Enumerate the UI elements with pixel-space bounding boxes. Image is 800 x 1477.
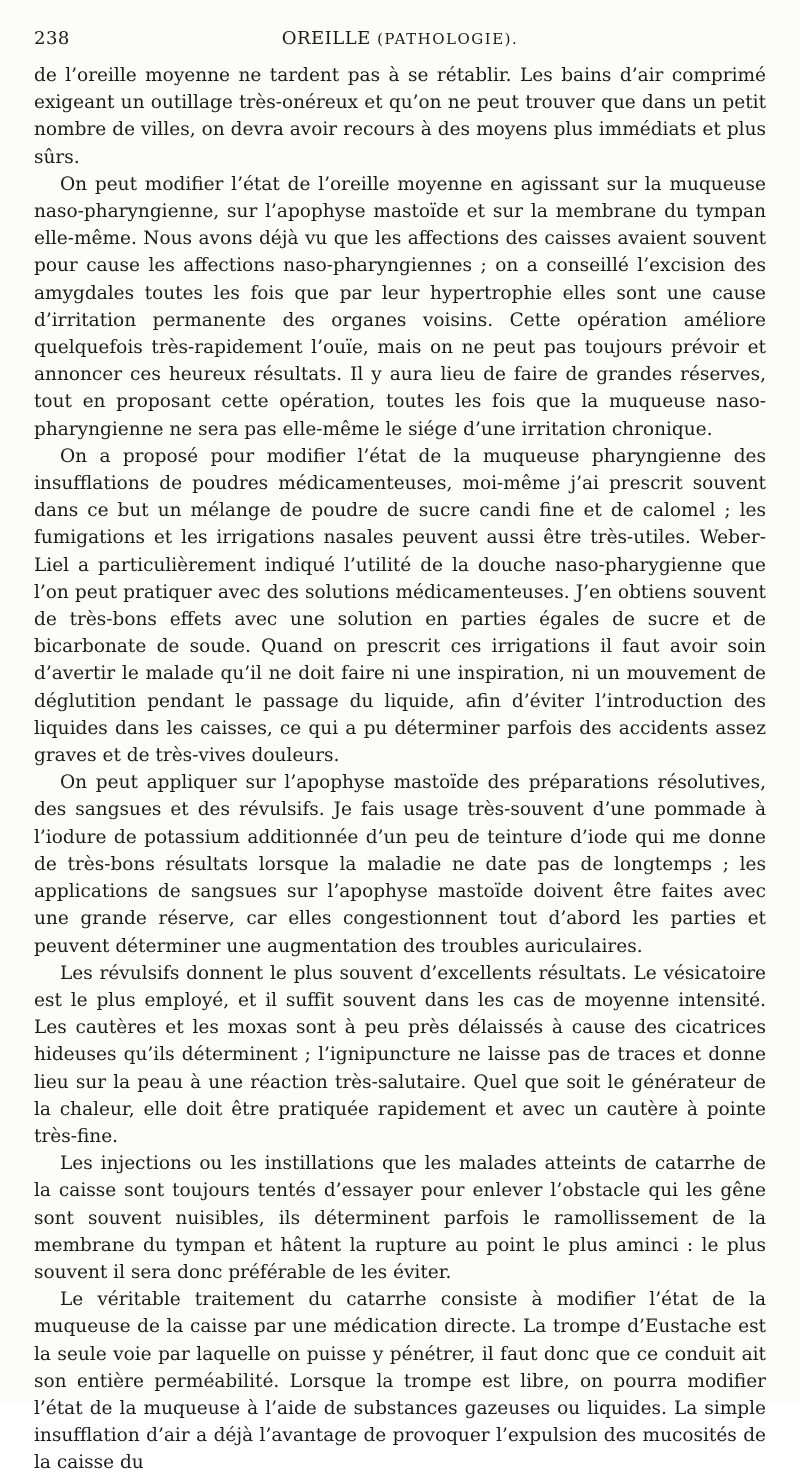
body-text bbox=[34, 62, 766, 1477]
running-title-main: OREILLE bbox=[281, 28, 371, 49]
running-title bbox=[34, 28, 766, 49]
page-number: 238 bbox=[34, 28, 70, 49]
paragraph-revulsifs: Les révulsifs donnent le plus souvent d’excellents résultats. Le vésicatoire est le plus employé, et il suffit souvent dans les cas de moyenne intensité. Les cautères et les moxas sont à peu près délaissés à cause des cicatrices hideuses qu’ils déterminent ; l’ignipuncture ne laisse pas de traces et donne lieu sur la peau à une réaction très-salutaire. Quel que soit le générateur de la chaleur, elle doit être pratiquée rapidement et avec un cautère à pointe très-fine. bbox=[34, 962, 766, 1147]
running-title-sub: (PATHOLOGIE). bbox=[377, 30, 519, 48]
paragraph-apophyse-mastoide: On peut appliquer sur l’apophyse mastoïde des préparations résolutives, des sangsues et des révulsifs. Je fais usage très-souvent d’une pommade à l’iodure de potassium additionnée d’un peu de teinture d’iode qui me donne de très-bons résultats lorsque la maladie ne date pas de longtemps ; les applications de sangsues sur l’apophyse mastoïde doivent être faites avec une grande réserve, car elles congestionnent tout d’abord les parties et peuvent déterminer une augmentation des troubles auriculaires. bbox=[34, 772, 766, 957]
paragraph-continuation: de l’oreille moyenne ne tardent pas à se rétablir. Les bains d’air comprimé exigeant un outillage très-onéreux et qu’on ne peut trouver que dans un petit nombre de villes, on devra avoir recours à des moyens plus immédiats et plus sûrs. bbox=[34, 65, 766, 168]
paragraph-injections: Les injections ou les instillations que les malades atteints de catarrhe de la caisse sont toujours tentés d’essayer pour enlever l’obstacle qui les gêne sont souvent nuisibles, ils déterminent parfois le ramollissement de la membrane du tympan et hâtent la rupture au point le plus aminci : le plus souvent il sera donc préférable de les éviter. bbox=[34, 1153, 766, 1283]
running-head bbox=[34, 28, 766, 62]
paragraph-naso-pharyngienne: On peut modifier l’état de l’oreille moyenne en agissant sur la muqueuse naso-pharyngienne, sur l’apophyse mastoïde et sur la membrane du tympan elle-même. Nous avons déjà vu que les affections des caisses avaient souvent pour cause les affections naso-pharyngiennes ; on a conseillé l’excision des amygdales toutes les fois que par leur hypertrophie elles sont une cause d’irritation permanente des organes voisins. Cette opération améliore quelquefois très-rapidement l’ouïe, mais on ne peut pas toujours prévoir et annoncer ces heureux résultats. Il y aura lieu de faire de grandes réserves, tout en proposant cette opération, toutes les fois que la muqueuse naso-pharyngienne ne sera pas elle-même le siége d’une irritation chronique. bbox=[34, 173, 766, 440]
paragraph-traitement-catarrhe: Le véritable traitement du catarrhe consiste à modifier l’état de la muqueuse de la caisse par une médication directe. La trompe d’Eustache est la seule voie par laquelle on puisse y pénétrer, il faut donc que ce conduit ait son entière perméabilité. Lorsque la trompe est libre, on pourra modifier l’état de la muqueuse à l’aide de substances gazeuses ou liquides. La simple insufflation d’air a déjà l’avantage de provoquer l’expulsion des mucosités de la caisse du bbox=[34, 1289, 766, 1474]
paragraph-insufflations: On a proposé pour modifier l’état de la muqueuse pharyngienne des insufflations de poudres médicamenteuses, moi-même j’ai prescrit souvent dans ce but un mélange de poudre de sucre candi fine et de calomel ; les fumigations et les irrigations nasales peuvent aussi être très-utiles. Weber-Liel a particulièrement indiqué l’utilité de la douche naso-pharygienne que l’on peut pratiquer avec des solutions médicamenteuses. J’en obtiens souvent de très-bons effets avec une solution en parties égales de sucre et de bicarbonate de soude. Quand on prescrit ces irrigations il faut avoir soin d’avertir le malade qu’il ne doit faire ni une inspiration, ni un mouvement de déglutition pendant le passage du liquide, afin d’éviter l’introduction des liquides dans les caisses, ce qui a pu déterminer parfois des accidents assez graves et de très-vives douleurs. bbox=[34, 445, 766, 767]
